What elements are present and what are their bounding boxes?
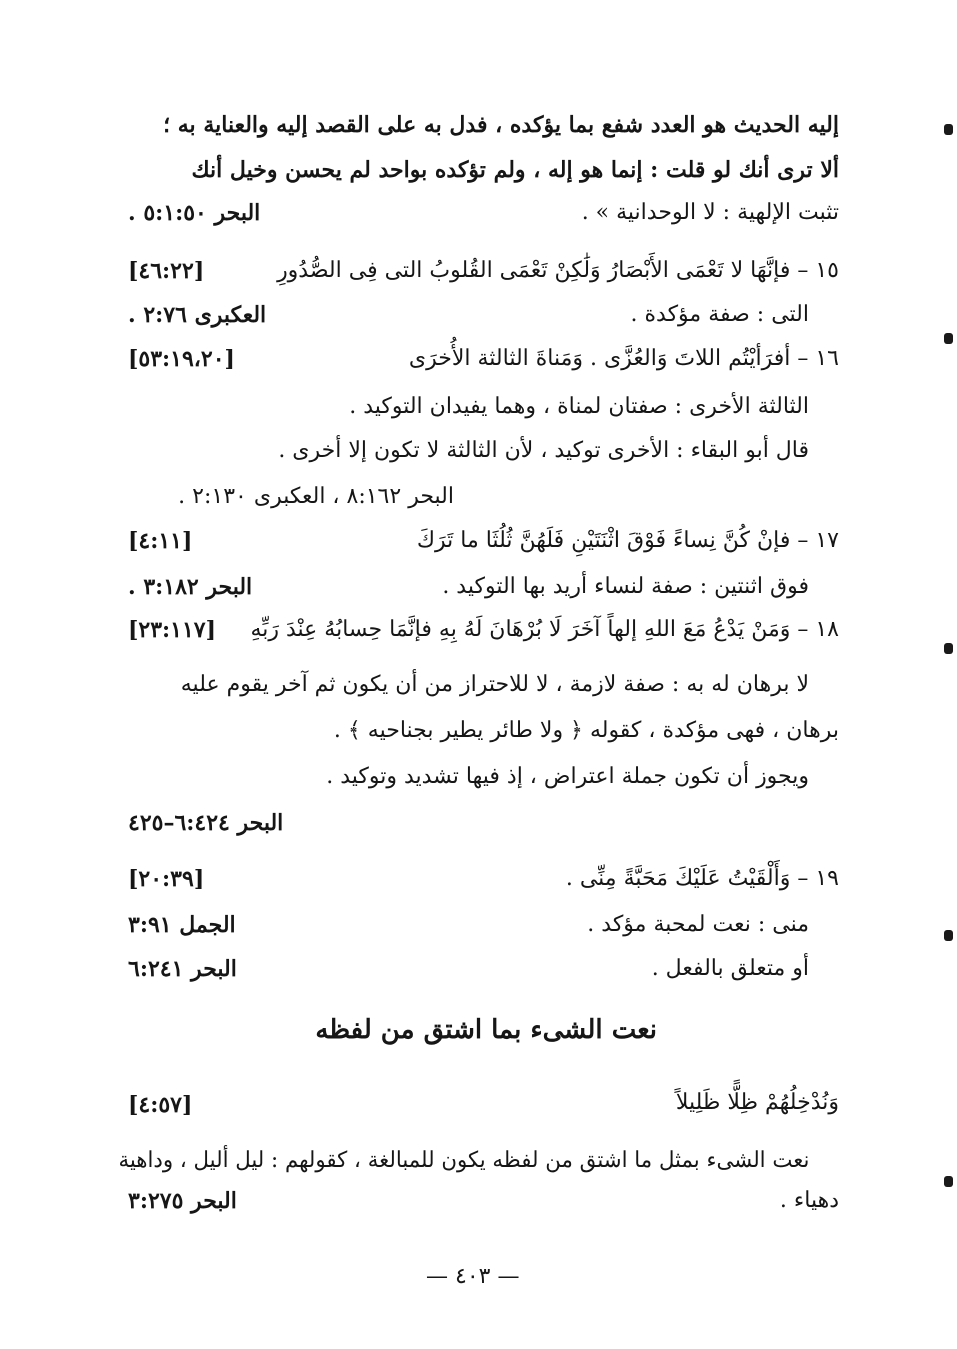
verse-line: ١٨ – وَمَنْ يَدْعُ مَعَ اللهِ إلهاً آخَرَ لَا بُرْهَانَ لَهُ بِهِ فإنَّمَا حِسابُهُ عِنْدَ رَبِّهِ: [250, 617, 839, 642]
text-line: برهان ، فهى مؤكدة ، كقوله ﴿ ولا طائر يطير بجناحيه ﴾ .: [333, 718, 839, 743]
reference: البحر ٣:١٨٢ .: [128, 574, 253, 600]
reference: البحر ٣:٢٧٥: [128, 1188, 237, 1214]
verse-line: وَنُدْخِلُهُمْ ظِلًّا ظَلِيلاً: [675, 1090, 839, 1115]
verse-reference: [٥٣:١٩،٢٠]: [128, 346, 235, 372]
margin-mark: [944, 124, 953, 135]
margin-mark: [944, 643, 953, 654]
reference: البحر ٦:٢٤١: [128, 956, 237, 982]
text-line: تثبت الإلهية : لا الوحدانية » .: [581, 200, 839, 225]
text-line: ويجوز أن تكون جملة اعتراض ، إذ فيها تشديد وتوكيد .: [326, 764, 809, 789]
verse-line: ١٧ – فإنْ كُنَّ نِساءً فَوْقَ اثْنَتَيْنِ فَلَهُنَّ ثُلُثَا ما تَرَكَ: [416, 528, 839, 553]
reference: الجمل ٣:٩١: [128, 912, 236, 938]
verse-reference: [٤:٥٧]: [128, 1092, 193, 1118]
margin-mark: [944, 930, 953, 941]
text-line: ألا ترى أنك لو قلت : إنما هو إله ، ولم تؤكده بواحد لم يحسن وخيل أنك: [191, 157, 839, 183]
reference: البحر ٥:١:٥٠ .: [128, 200, 261, 226]
text-line: التى : صفة مؤكدة .: [630, 302, 809, 327]
verse-reference: [٢٠:٣٩]: [128, 866, 205, 892]
margin-mark: [944, 1176, 953, 1187]
text-line: الثالثة الأخرى : صفتان لمناة ، وهما يفيدان التوكيد .: [349, 394, 809, 419]
text-line: فوق اثنتين : صفة لنساء أريد بها التوكيد .: [442, 574, 809, 599]
verse-line: ١٦ – أفرَأيْتُم اللاتَ وَالعُزَّى . وَمَناةَ الثالثة الأُخرَى: [408, 346, 839, 371]
text-line: أو متعلق بالفعل .: [651, 956, 809, 981]
verse-line: ١٥ – فإنَّهَا لا تَعْمَى الأَبْصَارُ وَلَٰكِنْ تَعْمَى القُلوبُ التى فِى الصُّدُورِ: [277, 258, 839, 283]
text-line: دهياء .: [779, 1188, 839, 1213]
text-line: لا برهان له به : صفة لازمة ، لا للاحتراز من أن يكون ثم آخر يقوم عليه: [180, 672, 809, 697]
verse-reference: [٤٦:٢٢]: [128, 258, 205, 284]
reference: البحر ٦:٤٢٤–٤٢٥: [128, 810, 284, 836]
reference-line: البحر ٨:١٦٢ ، العكبرى ٢:١٣٠ .: [178, 484, 454, 509]
text-line: منى : نعت لمحبة مؤكد .: [587, 912, 809, 937]
verse-line: ١٩ – وَأَلْقَيْتُ عَلَيْكَ مَحَبَّةً مِنِّى .: [565, 866, 839, 891]
verse-reference: [٤:١١]: [128, 528, 193, 554]
reference: العكبرى ٢:٧٦ .: [128, 302, 267, 328]
margin-mark: [944, 333, 953, 344]
section-heading: نعت الشىء بما اشتق من لفظه: [315, 1015, 657, 1045]
verse-reference: [٢٣:١١٧]: [128, 617, 217, 643]
text-line: إليه الحديث هو العدد شفع بما يؤكده ، فدل به على القصد إليه والعناية به ؛: [163, 112, 839, 138]
page-number: — ٤٠٣ —: [426, 1264, 520, 1289]
text-line: نعت الشىء بمثل ما اشتق من لفظه يكون للمبالغة ، كقولهم : ليل أليل ، وداهية: [118, 1148, 809, 1173]
text-line: قال أبو البقاء : الأخرى توكيد ، لأن الثالثة لا تكون إلا أخرى .: [278, 438, 809, 463]
